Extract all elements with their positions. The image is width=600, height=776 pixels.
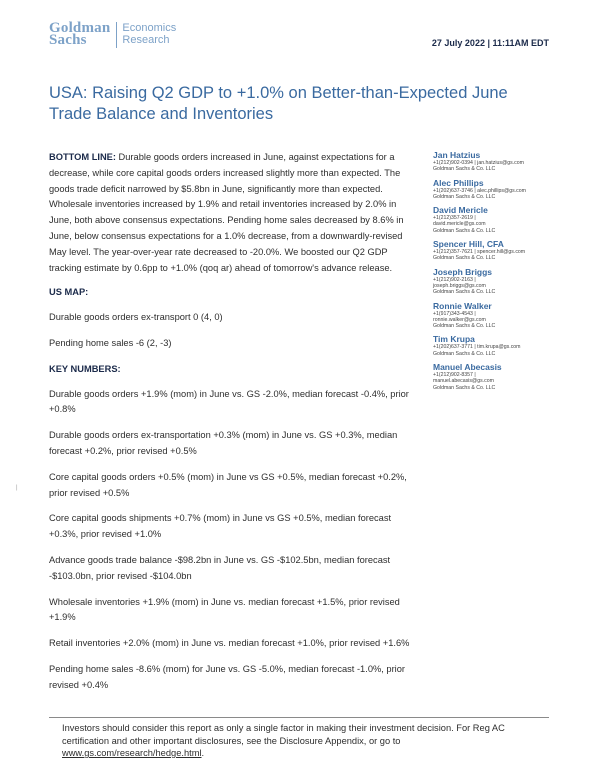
author-name: Joseph Briggs [433, 266, 493, 277]
key-number-item: Retail inventories +2.0% (mom) in June vs. median forecast +1.0%, prior revised +1.6% [49, 638, 410, 649]
author-firm: Goldman Sachs & Co. LLC [433, 350, 496, 357]
research-unit-label [122, 22, 176, 46]
unit-line-1: Economics [122, 22, 177, 34]
key-number-item: Durable goods orders +1.9% (mom) in June vs. GS -2.0%, median forecast -0.4%, prior +0.8% [49, 388, 409, 415]
author-entry [433, 334, 558, 357]
logo-line-2: Sachs [49, 32, 87, 48]
key-number-item: Advance goods trade balance -$98.2bn in June vs. GS -$102.5bn, median forecast -$103.0bn, prior revised -$104.0bn [49, 554, 391, 581]
us-map-item: Durable goods orders ex-transport 0 (4, 0) [49, 312, 223, 323]
report-title: USA: Raising Q2 GDP to +1.0% on Better-than-Expected June Trade Balance and Inventories [49, 84, 508, 123]
publication-date: 27 July 2022 | 11:11AM EDT [431, 38, 549, 48]
author-entry [433, 205, 558, 234]
author-firm: Goldman Sachs & Co. LLC [433, 227, 496, 234]
author-entry [433, 239, 558, 262]
bottom-line-text: Durable goods orders increased in June, against expectations for a decrease, while core capital goods orders increased slightly more than expected. The goods trade deficit narrowed by $5.8bn in June, significantly more than expected. Wholesale inventories increased by 1.9% and retail inventories increased by 2.0% in June, both above consensus expectations. Pending home sales decreased by 8.6% in June, below consensus expectations for a 1.0% decrease, from a downwardly-revised May level. The year-over-year rate decreased to -20.0%. We boosted our Q2 GDP tracking estimate by 0.6pp to +1.0% (qoq ar) ahead of tomorrow's advance release. [49, 152, 404, 273]
disclosure-text: Investors should consider this report as only a single factor in making their investment decision. For Reg AC certification and other important disclosures, see the Disclosure Appendix, or go to [62, 723, 505, 746]
author-firm: Goldman Sachs & Co. LLC [433, 289, 496, 296]
author-firm: Goldman Sachs & Co. LLC [433, 323, 496, 330]
logo-wordmark [49, 22, 110, 46]
author-name: Spencer Hill, CFA [433, 239, 504, 250]
author-name: Tim Krupa [433, 334, 475, 345]
key-number-item: Core capital goods orders +0.5% (mom) in June vs GS +0.5%, median forecast +0.2%, prior revised +0.5% [49, 471, 407, 498]
logo-divider [116, 22, 117, 48]
author-name: Ronnie Walker [433, 300, 492, 311]
author-firm: Goldman Sachs & Co. LLC [433, 255, 496, 262]
author-name: Jan Hatzius [433, 150, 481, 160]
author-name: David Mericle [433, 205, 488, 216]
author-phone: +1(917)343-4543 | [433, 310, 476, 317]
author-email[interactable]: joseph.briggs@gs.com [433, 282, 486, 289]
author-entry [433, 178, 558, 201]
disclosure-link[interactable]: www.gs.com/research/hedge.html [62, 748, 202, 758]
goldman-sachs-logo [49, 22, 176, 48]
author-phone: +1(212)902-8357 | [433, 372, 476, 379]
author-entry [433, 267, 558, 296]
disclosure-end: . [201, 748, 205, 758]
key-number-item: Wholesale inventories +1.9% (mom) in June vs. median forecast +1.5%, prior revised +1.9% [49, 596, 400, 623]
author-email[interactable]: david.mericle@gs.com [433, 221, 486, 228]
author-firm: Goldman Sachs & Co. LLC [433, 384, 496, 391]
author-sidebar [433, 150, 558, 396]
bottom-line-paragraph [49, 150, 414, 276]
unit-line-2: Research [122, 34, 170, 46]
author-email[interactable]: ronnie.walker@gs.com [433, 316, 486, 323]
key-number-item: Durable goods orders ex-transportation +0.3% (mom) in June vs. GS +0.3%, median forecast +0.2%, prior revised +0.5% [49, 430, 398, 456]
footer-divider [49, 717, 549, 718]
key-number-item: Pending home sales -8.6% (mom) for June vs. GS -5.0%, median forecast -1.0%, prior revised +0.4% [49, 663, 406, 690]
bottom-line-label: BOTTOM LINE: [49, 152, 116, 162]
main-content [49, 150, 414, 704]
us-map-item: Pending home sales -6 (2, -3) [49, 337, 172, 348]
author-name: Alec Phillips [433, 177, 484, 188]
author-email[interactable]: manuel.abecasis@gs.com [433, 378, 494, 385]
author-firm: Goldman Sachs & Co. LLC [433, 166, 496, 173]
author-name: Manuel Abecasis [433, 362, 502, 373]
logo-line-1: Goldman [49, 20, 111, 36]
key-numbers-heading: KEY NUMBERS: [49, 363, 121, 374]
author-entry [433, 362, 558, 391]
author-firm: Goldman Sachs & Co. LLC [433, 193, 496, 200]
author-contact[interactable]: +1(202)637-3771 | tim.krupa@gs.com [433, 344, 521, 351]
author-phone: +1(212)902-2163 | [433, 276, 476, 283]
author-contact[interactable]: +1(212)902-0394 | jan.hatzius@gs.com [433, 160, 524, 166]
author-entry [433, 150, 558, 173]
us-map-heading: US MAP: [49, 287, 89, 298]
author-entry [433, 301, 558, 330]
disclosure-footer [62, 722, 542, 760]
author-phone: +1(212)357-2619 | [433, 215, 476, 222]
margin-mark: | [16, 485, 18, 491]
key-number-item: Core capital goods shipments +0.7% (mom) in June vs GS +0.5%, median forecast +0.3%, prior revised +1.0% [49, 513, 392, 540]
author-contact[interactable]: +1(212)357-7621 | spencer.hill@gs.com [433, 249, 526, 256]
author-contact[interactable]: +1(202)637-3746 | alec.phillips@gs.com [433, 187, 526, 194]
